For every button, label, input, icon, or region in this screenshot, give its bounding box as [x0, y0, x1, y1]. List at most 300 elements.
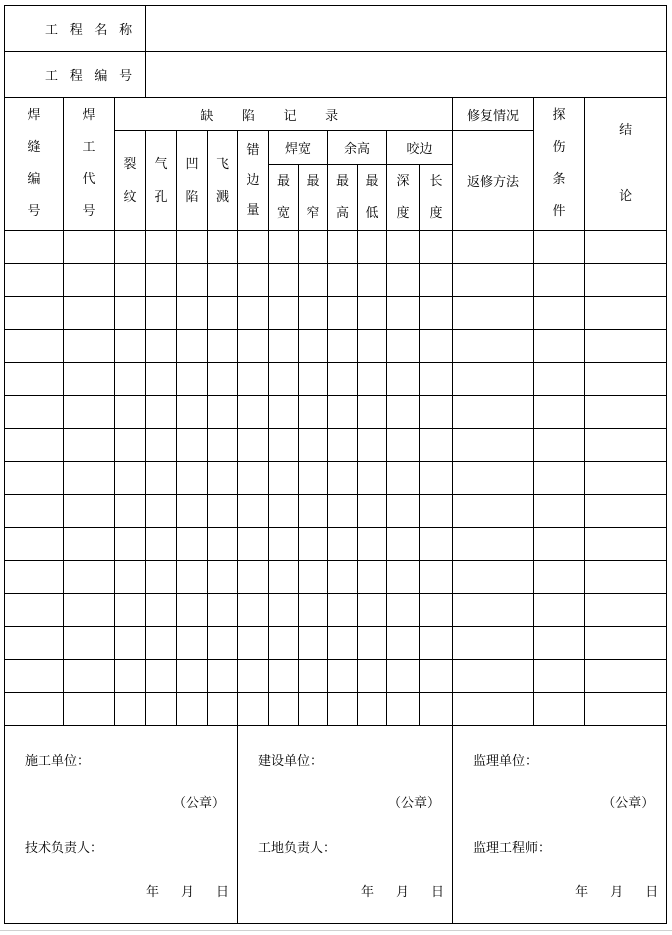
col-rein-max: 最高 — [328, 165, 358, 231]
table-row — [5, 462, 667, 495]
table-row — [5, 231, 667, 264]
supervision-seal-label: （公章） — [602, 796, 655, 811]
table-cell[interactable] — [387, 594, 420, 627]
table-cell[interactable] — [299, 627, 328, 660]
col-misalignment: 错边量 — [238, 131, 269, 231]
table-cell[interactable] — [420, 396, 453, 429]
table-cell[interactable] — [146, 693, 177, 726]
table-cell[interactable] — [5, 627, 64, 660]
table-cell[interactable] — [534, 396, 585, 429]
table-cell[interactable] — [534, 429, 585, 462]
table-cell[interactable] — [299, 330, 328, 363]
table-cell[interactable] — [420, 231, 453, 264]
table-cell[interactable] — [208, 594, 238, 627]
table-cell[interactable] — [146, 495, 177, 528]
table-cell[interactable] — [5, 297, 64, 330]
table-row — [5, 693, 667, 726]
table-cell[interactable] — [177, 297, 208, 330]
table-row — [5, 627, 667, 660]
table-cell[interactable] — [387, 231, 420, 264]
col-width-min: 最窄 — [299, 165, 328, 231]
table-cell[interactable] — [238, 330, 269, 363]
table-cell[interactable] — [64, 561, 115, 594]
table-cell[interactable] — [387, 462, 420, 495]
table-cell[interactable] — [269, 429, 299, 462]
col-reinforcement: 余高 — [328, 131, 387, 165]
table-cell[interactable] — [5, 660, 64, 693]
table-cell[interactable] — [208, 297, 238, 330]
table-cell[interactable] — [208, 693, 238, 726]
table-cell[interactable] — [358, 330, 387, 363]
table-cell[interactable] — [269, 627, 299, 660]
table-cell[interactable] — [177, 330, 208, 363]
table-cell[interactable] — [115, 693, 146, 726]
table-cell[interactable] — [269, 363, 299, 396]
table-row — [5, 495, 667, 528]
table-cell[interactable] — [146, 660, 177, 693]
table-cell[interactable] — [453, 660, 534, 693]
table-row — [5, 297, 667, 330]
table-cell[interactable] — [328, 264, 358, 297]
table-cell[interactable] — [387, 429, 420, 462]
table-cell[interactable] — [269, 660, 299, 693]
table-cell[interactable] — [534, 660, 585, 693]
table-cell[interactable] — [453, 693, 534, 726]
table-cell[interactable] — [269, 528, 299, 561]
table-cell[interactable] — [269, 561, 299, 594]
table-cell[interactable] — [585, 264, 667, 297]
table-cell[interactable] — [420, 495, 453, 528]
table-cell[interactable] — [115, 561, 146, 594]
table-cell[interactable] — [453, 396, 534, 429]
table-cell[interactable] — [328, 693, 358, 726]
table-cell[interactable] — [453, 528, 534, 561]
project-no-label: 工程编号 — [5, 52, 146, 98]
col-repair-status: 修复情况 — [453, 98, 534, 131]
table-cell[interactable] — [453, 363, 534, 396]
table-cell[interactable] — [269, 330, 299, 363]
table-cell[interactable] — [453, 297, 534, 330]
table-cell[interactable] — [238, 429, 269, 462]
table-cell[interactable] — [453, 429, 534, 462]
table-row — [5, 561, 667, 594]
table-cell[interactable] — [585, 231, 667, 264]
table-cell[interactable] — [534, 363, 585, 396]
table-cell[interactable] — [420, 660, 453, 693]
table-cell[interactable] — [358, 297, 387, 330]
table-cell[interactable] — [5, 462, 64, 495]
table-cell[interactable] — [358, 429, 387, 462]
project-name-label: 工程名称 — [5, 6, 146, 52]
table-cell[interactable] — [238, 660, 269, 693]
table-cell[interactable] — [5, 231, 64, 264]
table-cell[interactable] — [358, 561, 387, 594]
col-welder-code: 焊工代号 — [64, 98, 115, 231]
table-cell[interactable] — [269, 396, 299, 429]
table-cell[interactable] — [5, 429, 64, 462]
table-cell[interactable] — [453, 462, 534, 495]
table-cell[interactable] — [64, 231, 115, 264]
table-cell[interactable] — [534, 462, 585, 495]
table-cell[interactable] — [299, 561, 328, 594]
col-crack: 裂纹 — [115, 131, 146, 231]
table-cell[interactable] — [358, 693, 387, 726]
table-cell[interactable] — [420, 264, 453, 297]
table-cell[interactable] — [177, 231, 208, 264]
table-cell[interactable] — [358, 264, 387, 297]
col-pit: 凹陷 — [177, 131, 208, 231]
table-cell[interactable] — [146, 297, 177, 330]
table-cell[interactable] — [358, 363, 387, 396]
table-cell[interactable] — [453, 561, 534, 594]
construction-seal-label: （公章） — [173, 796, 226, 811]
table-cell[interactable] — [534, 264, 585, 297]
table-cell[interactable] — [64, 429, 115, 462]
table-cell[interactable] — [534, 330, 585, 363]
col-repair-method: 返修方法 — [453, 131, 534, 231]
table-cell[interactable] — [585, 396, 667, 429]
table-cell[interactable] — [146, 561, 177, 594]
col-porosity: 气孔 — [146, 131, 177, 231]
table-cell[interactable] — [420, 330, 453, 363]
table-row — [5, 396, 667, 429]
table-cell[interactable] — [585, 429, 667, 462]
table-cell[interactable] — [115, 627, 146, 660]
table-cell[interactable] — [115, 495, 146, 528]
table-cell[interactable] — [453, 495, 534, 528]
table-cell[interactable] — [387, 495, 420, 528]
table-cell[interactable] — [177, 627, 208, 660]
table-row — [5, 594, 667, 627]
table-cell[interactable] — [269, 264, 299, 297]
table-row — [5, 363, 667, 396]
col-undercut-length: 长度 — [420, 165, 453, 231]
table-cell[interactable] — [115, 462, 146, 495]
table-cell[interactable] — [177, 528, 208, 561]
table-cell[interactable] — [208, 462, 238, 495]
table-cell[interactable] — [328, 594, 358, 627]
table-cell[interactable] — [115, 594, 146, 627]
table-cell[interactable] — [115, 363, 146, 396]
table-cell[interactable] — [238, 396, 269, 429]
weld-inspection-form — [4, 5, 666, 924]
table-cell[interactable] — [299, 297, 328, 330]
col-spatter: 飞溅 — [208, 131, 238, 231]
table-cell[interactable] — [358, 528, 387, 561]
table-cell[interactable] — [453, 627, 534, 660]
form-table — [4, 5, 667, 924]
construction-person-label: 技术负责人： — [25, 841, 104, 856]
table-cell[interactable] — [115, 231, 146, 264]
col-weld-no: 焊缝编号 — [5, 98, 64, 231]
table-cell[interactable] — [146, 462, 177, 495]
table-cell[interactable] — [420, 462, 453, 495]
table-cell[interactable] — [299, 462, 328, 495]
table-cell[interactable] — [453, 264, 534, 297]
table-cell[interactable] — [328, 396, 358, 429]
column-header-row-1 — [5, 98, 667, 131]
table-cell[interactable] — [208, 528, 238, 561]
supervision-person-label: 监理工程师： — [473, 841, 552, 856]
table-cell[interactable] — [238, 693, 269, 726]
owner-sign-cell[interactable] — [238, 726, 453, 924]
table-cell[interactable] — [5, 396, 64, 429]
supervision-sign-cell[interactable] — [453, 726, 667, 924]
table-cell[interactable] — [453, 594, 534, 627]
table-cell[interactable] — [238, 264, 269, 297]
table-cell[interactable] — [328, 429, 358, 462]
table-cell[interactable] — [64, 528, 115, 561]
table-cell[interactable] — [328, 660, 358, 693]
table-cell[interactable] — [585, 528, 667, 561]
table-cell[interactable] — [177, 594, 208, 627]
table-cell[interactable] — [177, 396, 208, 429]
col-width-max: 最宽 — [269, 165, 299, 231]
supervision-unit-label: 监理单位： — [473, 754, 539, 769]
table-cell[interactable] — [585, 627, 667, 660]
table-cell[interactable] — [453, 330, 534, 363]
table-cell[interactable] — [238, 297, 269, 330]
table-cell[interactable] — [328, 627, 358, 660]
table-cell[interactable] — [299, 594, 328, 627]
table-cell[interactable] — [269, 594, 299, 627]
table-cell[interactable] — [585, 561, 667, 594]
construction-sign-cell[interactable] — [5, 726, 238, 924]
table-cell[interactable] — [115, 264, 146, 297]
table-cell[interactable] — [208, 627, 238, 660]
table-cell[interactable] — [387, 528, 420, 561]
table-cell[interactable] — [146, 528, 177, 561]
table-cell[interactable] — [238, 528, 269, 561]
table-cell[interactable] — [5, 594, 64, 627]
table-cell[interactable] — [420, 594, 453, 627]
project-no-field[interactable] — [146, 52, 667, 98]
table-cell[interactable] — [387, 627, 420, 660]
table-cell[interactable] — [328, 297, 358, 330]
table-cell[interactable] — [64, 462, 115, 495]
table-cell[interactable] — [64, 660, 115, 693]
table-cell[interactable] — [269, 231, 299, 264]
table-cell[interactable] — [208, 264, 238, 297]
col-inspection-cond: 探伤条件 — [534, 98, 585, 231]
table-cell[interactable] — [64, 396, 115, 429]
table-cell[interactable] — [585, 363, 667, 396]
table-cell[interactable] — [328, 495, 358, 528]
table-cell[interactable] — [5, 693, 64, 726]
table-cell[interactable] — [387, 396, 420, 429]
table-cell[interactable] — [585, 693, 667, 726]
table-cell[interactable] — [177, 264, 208, 297]
project-no-row — [5, 52, 667, 98]
table-cell[interactable] — [5, 363, 64, 396]
table-cell[interactable] — [64, 594, 115, 627]
table-cell[interactable] — [328, 330, 358, 363]
table-cell[interactable] — [420, 297, 453, 330]
table-cell[interactable] — [115, 429, 146, 462]
table-cell[interactable] — [420, 429, 453, 462]
table-cell[interactable] — [328, 528, 358, 561]
table-cell[interactable] — [299, 264, 328, 297]
col-undercut-depth: 深度 — [387, 165, 420, 231]
table-cell[interactable] — [420, 627, 453, 660]
table-cell[interactable] — [299, 231, 328, 264]
table-cell[interactable] — [238, 231, 269, 264]
construction-unit-label: 施工单位： — [25, 754, 91, 769]
table-cell[interactable] — [534, 231, 585, 264]
table-row — [5, 264, 667, 297]
table-cell[interactable] — [208, 231, 238, 264]
table-cell[interactable] — [208, 363, 238, 396]
table-row — [5, 330, 667, 363]
table-cell[interactable] — [238, 561, 269, 594]
table-cell[interactable] — [5, 264, 64, 297]
table-cell[interactable] — [299, 495, 328, 528]
owner-person-label: 工地负责人： — [258, 841, 337, 856]
table-cell[interactable] — [387, 660, 420, 693]
table-cell[interactable] — [64, 363, 115, 396]
table-cell[interactable] — [534, 594, 585, 627]
table-cell[interactable] — [146, 264, 177, 297]
table-cell[interactable] — [5, 561, 64, 594]
table-cell[interactable] — [177, 495, 208, 528]
supervision-date: 年 月 日 — [575, 885, 659, 900]
col-defect-record: 缺陷记录 — [115, 98, 453, 131]
table-cell[interactable] — [146, 627, 177, 660]
table-cell[interactable] — [585, 495, 667, 528]
table-cell[interactable] — [387, 363, 420, 396]
table-row — [5, 528, 667, 561]
table-cell[interactable] — [64, 693, 115, 726]
table-cell[interactable] — [177, 429, 208, 462]
table-cell[interactable] — [534, 693, 585, 726]
table-cell[interactable] — [534, 297, 585, 330]
table-cell[interactable] — [238, 363, 269, 396]
table-cell[interactable] — [299, 693, 328, 726]
table-cell[interactable] — [115, 396, 146, 429]
table-cell[interactable] — [387, 264, 420, 297]
col-weld-width: 焊宽 — [269, 131, 328, 165]
table-cell[interactable] — [5, 495, 64, 528]
table-cell[interactable] — [358, 396, 387, 429]
table-cell[interactable] — [420, 528, 453, 561]
owner-unit-label: 建设单位： — [258, 754, 324, 769]
table-cell[interactable] — [64, 330, 115, 363]
table-cell[interactable] — [208, 429, 238, 462]
table-cell[interactable] — [115, 330, 146, 363]
table-row — [5, 429, 667, 462]
table-cell[interactable] — [585, 594, 667, 627]
table-cell[interactable] — [358, 627, 387, 660]
table-cell[interactable] — [177, 462, 208, 495]
table-cell[interactable] — [238, 495, 269, 528]
table-cell[interactable] — [146, 330, 177, 363]
table-cell[interactable] — [269, 495, 299, 528]
table-cell[interactable] — [64, 495, 115, 528]
table-cell[interactable] — [585, 462, 667, 495]
table-cell[interactable] — [269, 297, 299, 330]
table-cell[interactable] — [585, 660, 667, 693]
table-cell[interactable] — [208, 396, 238, 429]
table-cell[interactable] — [358, 660, 387, 693]
project-name-row — [5, 6, 667, 52]
table-cell[interactable] — [115, 297, 146, 330]
table-row — [5, 660, 667, 693]
table-cell[interactable] — [146, 363, 177, 396]
table-cell[interactable] — [420, 693, 453, 726]
table-cell[interactable] — [64, 627, 115, 660]
table-cell[interactable] — [5, 330, 64, 363]
table-cell[interactable] — [328, 462, 358, 495]
construction-date: 年 月 日 — [145, 885, 230, 900]
table-cell[interactable] — [534, 627, 585, 660]
table-cell[interactable] — [177, 693, 208, 726]
table-cell[interactable] — [177, 561, 208, 594]
table-cell[interactable] — [358, 231, 387, 264]
table-cell[interactable] — [208, 660, 238, 693]
table-cell[interactable] — [208, 330, 238, 363]
table-cell[interactable] — [420, 561, 453, 594]
table-cell[interactable] — [208, 495, 238, 528]
table-cell[interactable] — [387, 297, 420, 330]
table-cell[interactable] — [115, 528, 146, 561]
table-cell[interactable] — [299, 528, 328, 561]
table-cell[interactable] — [299, 660, 328, 693]
table-cell[interactable] — [534, 561, 585, 594]
table-cell[interactable] — [358, 495, 387, 528]
table-cell[interactable] — [534, 495, 585, 528]
project-name-field[interactable] — [146, 6, 667, 52]
table-cell[interactable] — [358, 462, 387, 495]
table-cell[interactable] — [299, 396, 328, 429]
owner-seal-label: （公章） — [388, 796, 441, 811]
table-cell[interactable] — [115, 660, 146, 693]
table-cell[interactable] — [269, 462, 299, 495]
col-rein-min: 最低 — [358, 165, 387, 231]
table-cell[interactable] — [387, 330, 420, 363]
table-cell[interactable] — [358, 594, 387, 627]
table-cell[interactable] — [177, 363, 208, 396]
table-cell[interactable] — [146, 429, 177, 462]
table-cell[interactable] — [585, 330, 667, 363]
table-cell[interactable] — [328, 363, 358, 396]
table-cell[interactable] — [387, 693, 420, 726]
table-cell[interactable] — [534, 528, 585, 561]
table-cell[interactable] — [5, 528, 64, 561]
table-cell[interactable] — [64, 264, 115, 297]
table-cell[interactable] — [453, 231, 534, 264]
col-undercut: 咬边 — [387, 131, 453, 165]
table-cell[interactable] — [269, 693, 299, 726]
table-cell[interactable] — [238, 594, 269, 627]
table-cell[interactable] — [64, 297, 115, 330]
table-cell[interactable] — [585, 297, 667, 330]
table-cell[interactable] — [299, 429, 328, 462]
table-cell[interactable] — [387, 561, 420, 594]
table-cell[interactable] — [328, 231, 358, 264]
table-cell[interactable] — [328, 561, 358, 594]
table-cell[interactable] — [420, 363, 453, 396]
table-cell[interactable] — [299, 363, 328, 396]
table-cell[interactable] — [238, 627, 269, 660]
table-cell[interactable] — [146, 231, 177, 264]
table-cell[interactable] — [146, 594, 177, 627]
col-conclusion: 结论 — [585, 98, 667, 231]
table-cell[interactable] — [146, 396, 177, 429]
signature-row — [5, 726, 667, 924]
table-cell[interactable] — [177, 660, 208, 693]
table-cell[interactable] — [208, 561, 238, 594]
table-cell[interactable] — [238, 462, 269, 495]
